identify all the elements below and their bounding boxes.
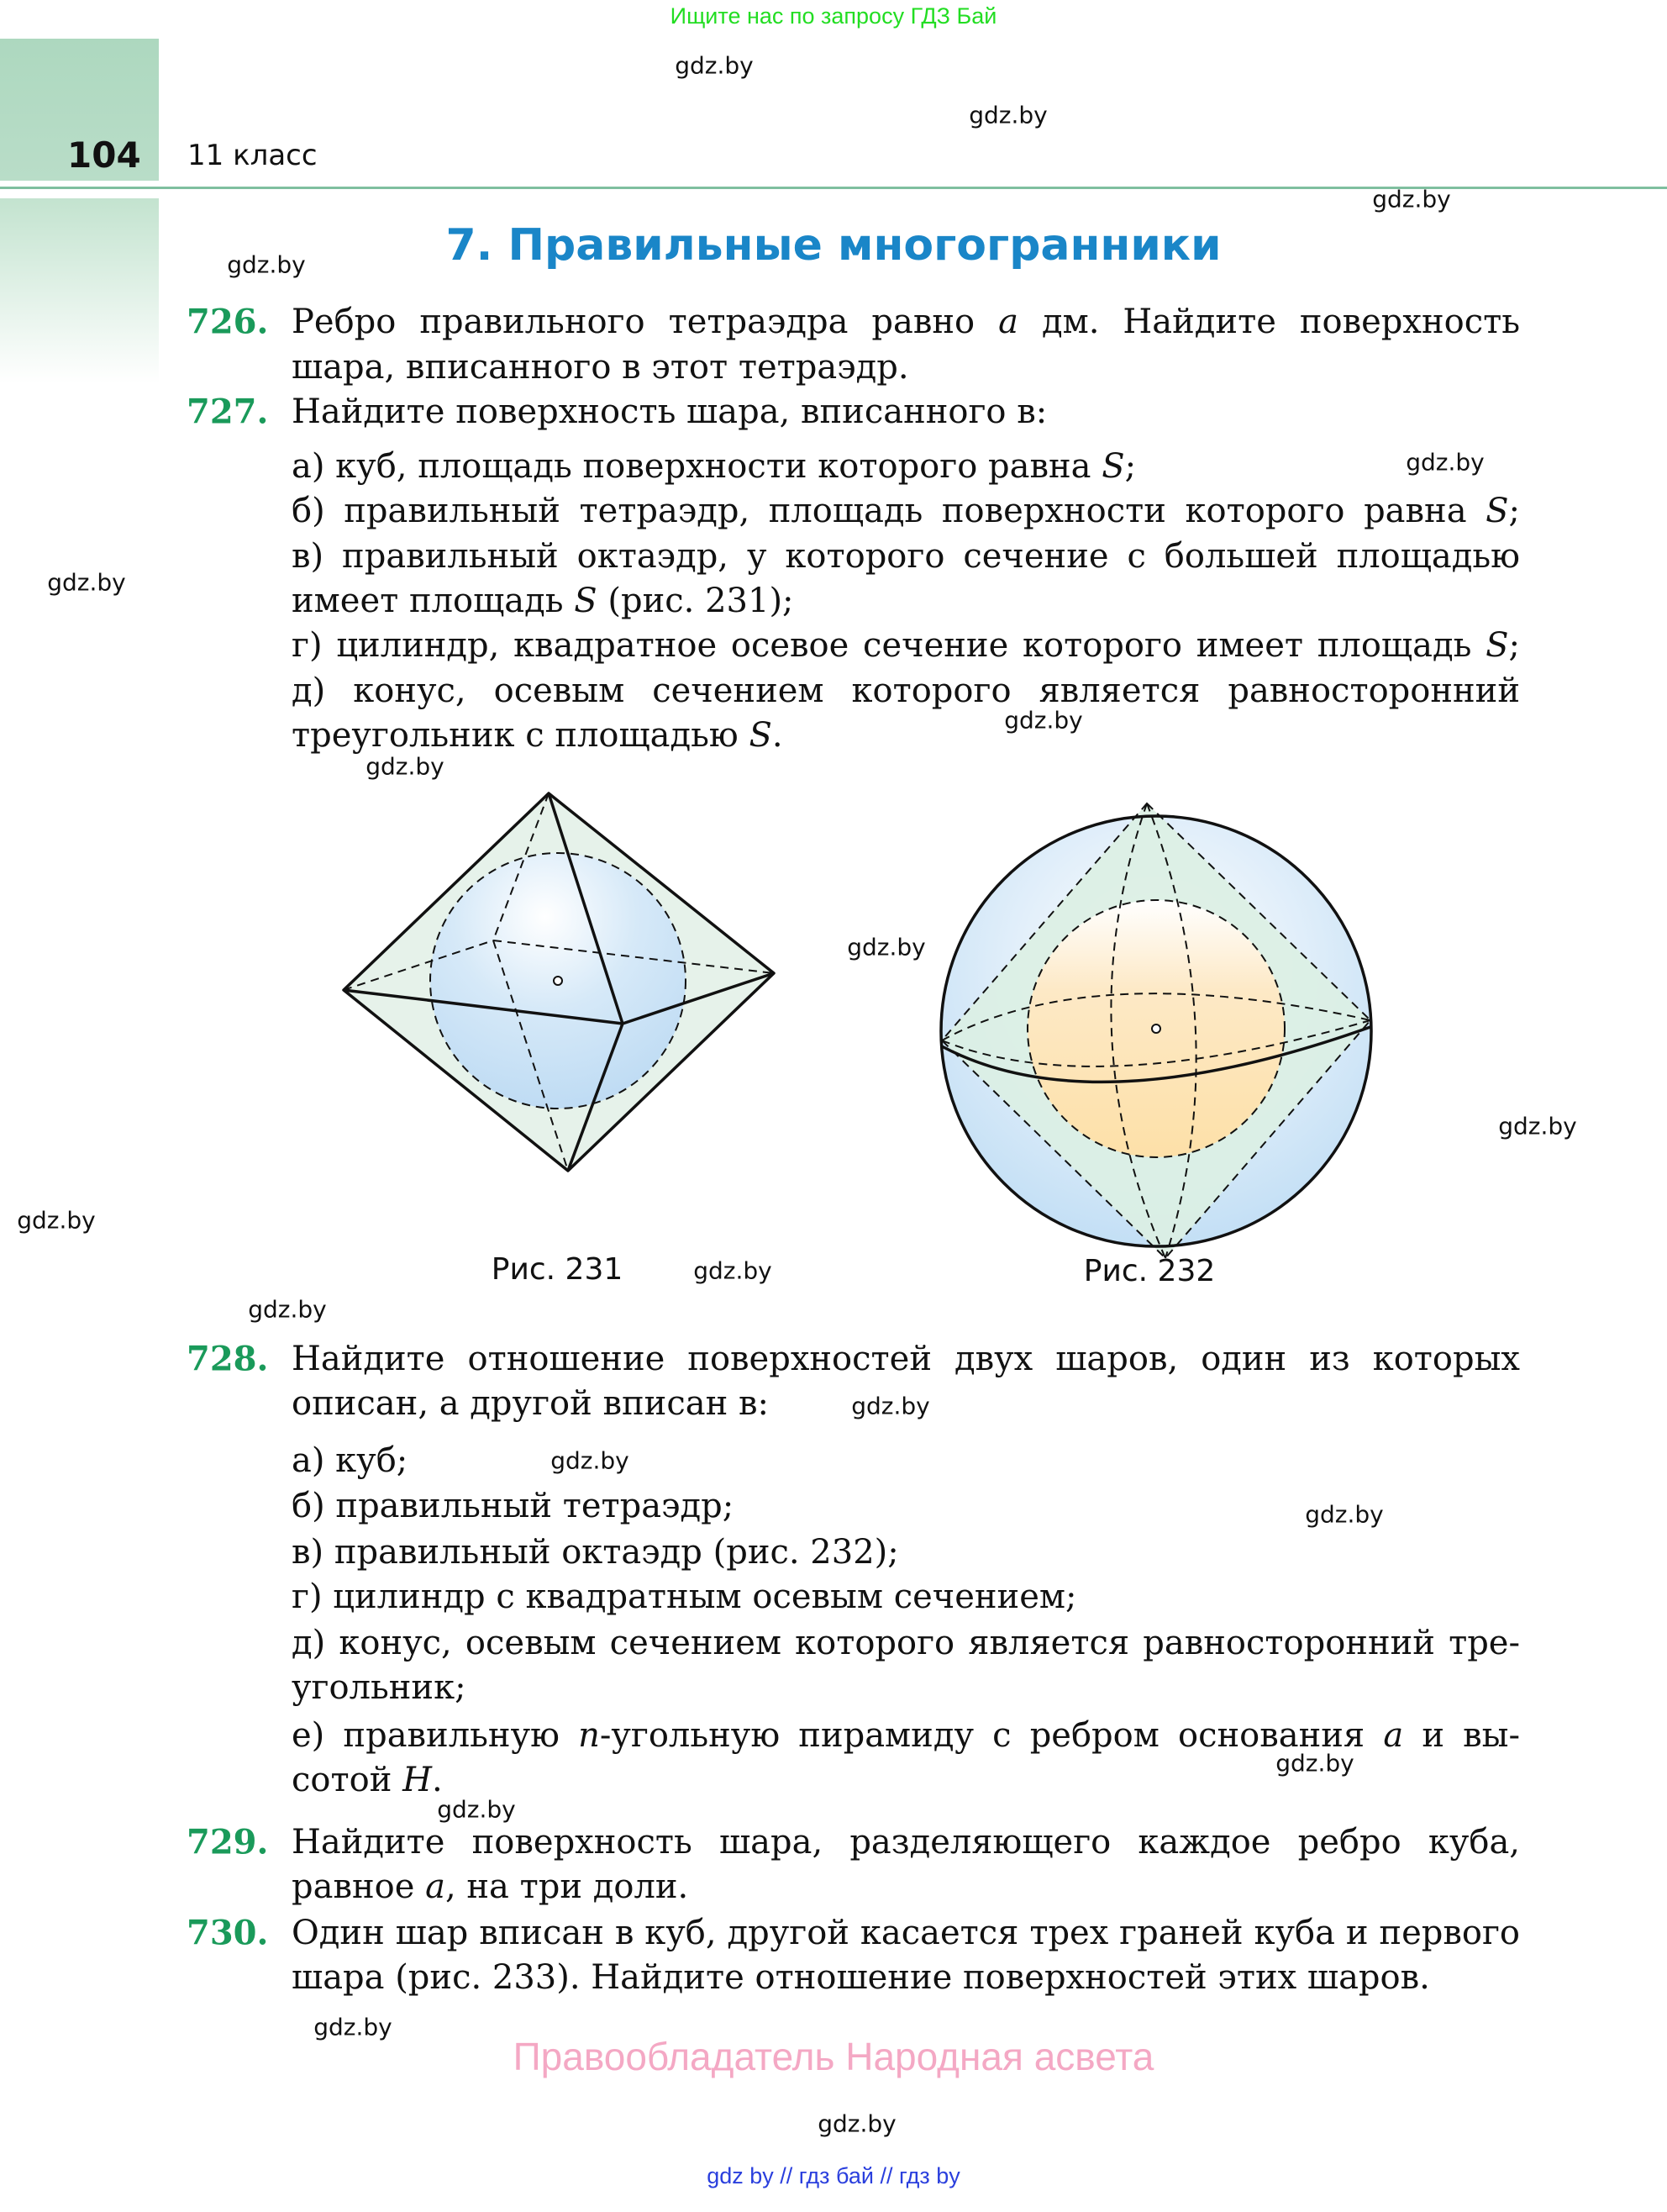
watermark: gdz.by	[693, 1256, 772, 1285]
figure-231-octahedron	[319, 773, 807, 1193]
problem-727-item-v-cont: имеет площадь S (рис. 231);	[292, 582, 794, 620]
problem-730-line-1: Один шар вписан в куб, другой касается трех граней куба и первого	[292, 1914, 1520, 1952]
watermark: gdz.by	[437, 1795, 516, 1824]
figure-231-caption: Рис. 231	[491, 1252, 623, 1287]
problem-728-item-e: е) правильную n-угольную пирамиду с ребром основания a и вы-	[292, 1716, 1520, 1755]
figure-232-spheres	[924, 790, 1395, 1269]
problem-727-item-g: г) цилиндр, квадратное осевое сечение которого имеет площадь S;	[292, 626, 1520, 665]
problem-727-item-v: в) правильный октаэдр, у которого сечение с большей площадью	[292, 537, 1520, 576]
watermark: gdz.by	[17, 1206, 96, 1235]
problem-727-item-d: д) конус, осевым сечением которого является равносторонний	[292, 672, 1520, 710]
problem-number-728: 728.	[187, 1339, 269, 1379]
problem-728-item-e-cont: сотой H.	[292, 1761, 443, 1799]
problem-727-item-b: б) правильный тетраэдр, площадь поверхности которого равна S;	[292, 492, 1520, 530]
footer-links[interactable]: gdz by // гдз бай // гдз by	[707, 2163, 960, 2188]
watermark: gdz.by	[675, 51, 754, 80]
problem-727-line-1: Найдите поверхность шара, вписанного в:	[292, 392, 1048, 431]
problem-728-item-a: а) куб;	[292, 1441, 408, 1480]
watermark: gdz.by	[227, 250, 306, 279]
problem-728-item-d-cont: угольник;	[292, 1668, 466, 1707]
watermark: gdz.by	[1004, 706, 1083, 735]
problem-number-730: 730.	[187, 1913, 269, 1953]
watermark: gdz.by	[818, 2109, 897, 2138]
problem-number-729: 729.	[187, 1822, 269, 1862]
watermark: gdz.by	[1305, 1500, 1384, 1529]
watermark: gdz.by	[313, 2013, 392, 2041]
watermark: gdz.by	[248, 1295, 327, 1324]
problem-728-item-b: б) правильный тетраэдр;	[292, 1487, 734, 1525]
problem-number-726: 726.	[187, 302, 269, 342]
watermark: gdz.by	[365, 752, 444, 781]
watermark: gdz.by	[47, 568, 126, 597]
problem-726-line-1: Ребро правильного тетраэдра равно a дм. Найдите поверхность	[292, 303, 1521, 341]
problem-728-item-g: г) цилиндр с квадратным осевым сечением;	[292, 1577, 1077, 1616]
problem-726-line-2: шара, вписанного в этот тетраэдр.	[292, 348, 909, 387]
watermark: gdz.by	[1372, 185, 1451, 213]
watermark: gdz.by	[550, 1446, 629, 1475]
problem-729-line-2: равное a, на три доли.	[292, 1867, 689, 1906]
problem-728-item-d: д) конус, осевым сечением которого является равносторонний тре-	[292, 1624, 1520, 1662]
class-label: 11 класс	[187, 139, 318, 172]
section-title: 7. Правильные многогранники	[445, 220, 1222, 271]
problem-727-item-a: а) куб, площадь поверхности которого равна S;	[292, 447, 1137, 486]
problem-728-line-2: описан, а другой вписан в:	[292, 1384, 769, 1423]
problem-728-line-1: Найдите отношение поверхностей двух шаров, один из которых	[292, 1340, 1520, 1378]
problem-730-line-2: шара (рис. 233). Найдите отношение поверхностей этих шаров.	[292, 1958, 1430, 1997]
problem-729-line-1: Найдите поверхность шара, разделяющего каждое ребро куба,	[292, 1823, 1520, 1862]
problem-number-727: 727.	[187, 392, 269, 432]
watermark: gdz.by	[847, 933, 926, 961]
problem-727-item-d-cont: треугольник с площадью S.	[292, 716, 783, 755]
page-number: 104	[67, 134, 141, 176]
copyright-notice: Правообладатель Народная асвета	[513, 2035, 1154, 2078]
watermark: gdz.by	[969, 101, 1048, 129]
watermark: gdz.by	[1498, 1112, 1577, 1140]
search-banner[interactable]: Ищите нас по запросу ГДЗ Бай	[670, 3, 997, 29]
problem-728-item-v: в) правильный октаэдр (рис. 232);	[292, 1533, 899, 1572]
watermark: gdz.by	[1406, 448, 1485, 477]
watermark: gdz.by	[1275, 1749, 1354, 1778]
watermark: gdz.by	[851, 1392, 930, 1420]
figure-232-caption: Рис. 232	[1083, 1254, 1216, 1288]
